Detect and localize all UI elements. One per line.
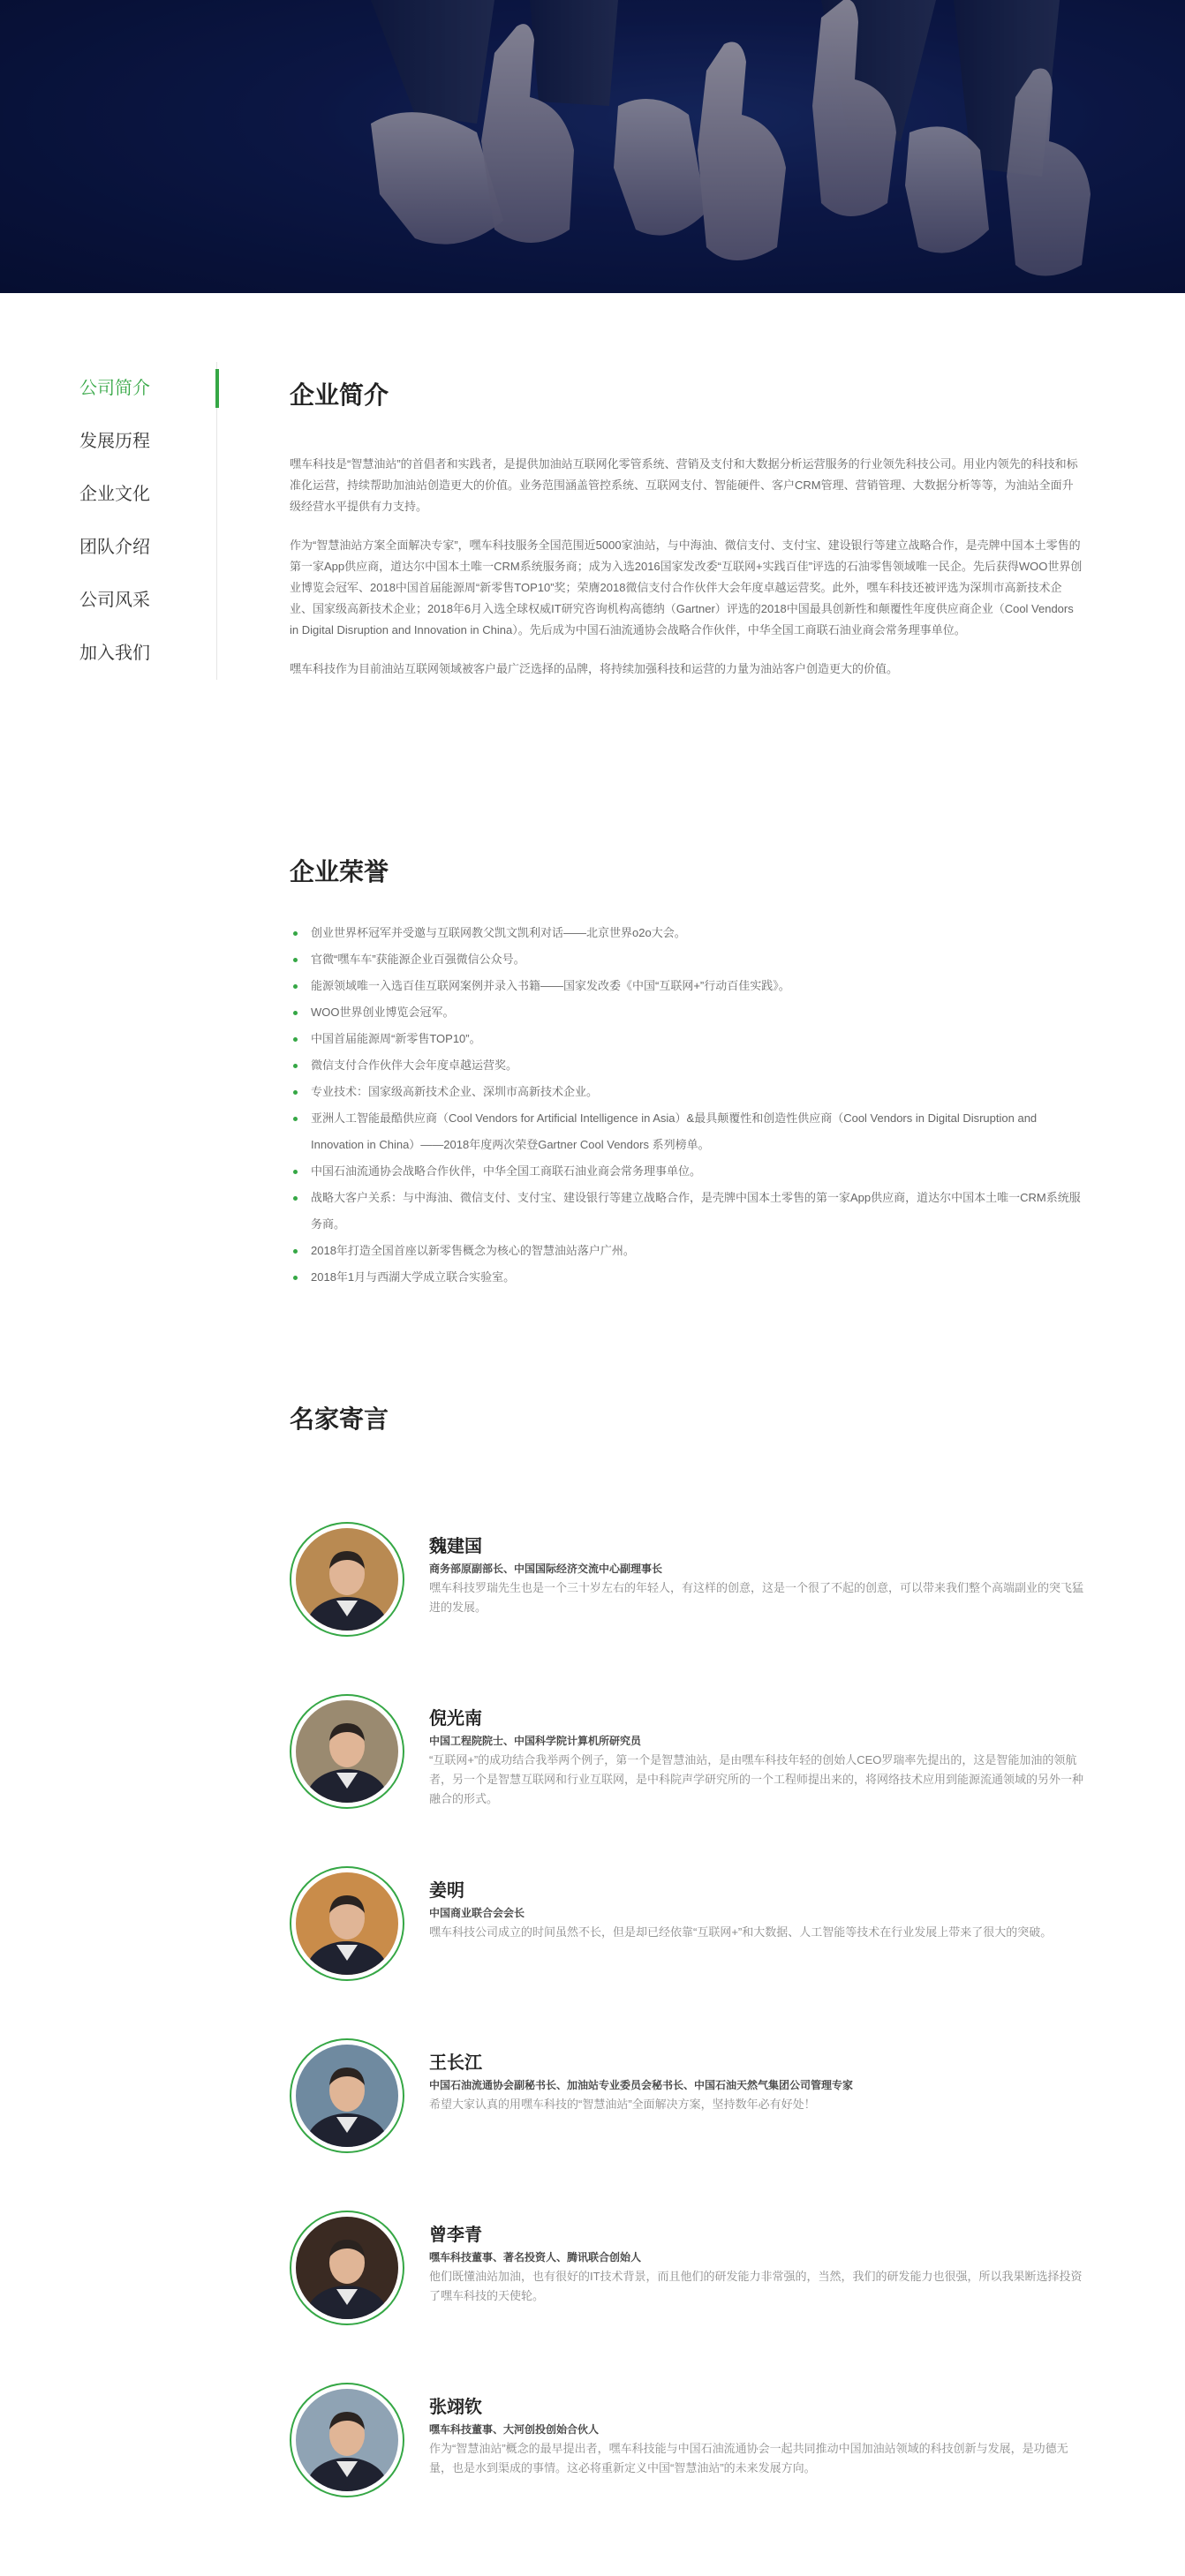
honors-title: 企业荣誉 [290, 858, 389, 885]
quote-text [429, 2051, 1084, 2114]
quote-text [429, 2395, 1084, 2478]
quote-card [290, 2383, 1084, 2555]
list-item: 中国石油流通协会战略合作伙伴，中华全国工商联石油业商会常务理事单位。 [290, 1158, 1084, 1185]
quote-name: 张翊钦 [429, 2398, 482, 2417]
list-item: 2018年1月与西湖大学成立联合实验室。 [290, 1264, 1084, 1291]
quote-person-title: 商务部原副部长、中国国际经济交流中心副理事长 [429, 1563, 663, 1575]
quote-card [290, 2211, 1084, 2383]
avatar [290, 1866, 404, 1981]
sidebar-item-join-us[interactable]: 加入我们 [79, 644, 150, 663]
intro-paragraph: 嘿车科技作为目前油站互联网领域被客户最广泛选择的品牌，将持续加强科技和运营的力量为油站客户创造更大的价值。 [290, 662, 899, 675]
intro-paragraph: 作为“智慧油站方案全面解决专家”，嘿车科技服务全国范围近5000家油站，与中海油、微信支付、支付宝、建设银行等建立战略合作，是壳牌中国本土零售的第一家App供应商，道达尔中国本土唯一CRM系统服务商；成为入选2016国家发改委“互联网+实践百佳”评选的石油零售领域唯一民企。先后获得WOO世界创业博览会冠军、2018中国首届能源周“新零售TOP10”奖；荣膺2018微信支付合作伙伴大会年度卓越运营奖。此外，嘿车科技还被评选为深圳市高新技术企业、国家级高新技术企业；2018年6月入选全球权威IT研究咨询机构高德纳（Gartner）评选的2018中国最具创新性和颠覆性年度供应商企业（Cool Vendors in Digital Disruption and Innovation in China）。先后成为中国石油流通协会战略合作伙伴，中华全国工商联石油业商会常务理事单位。 [290, 539, 1083, 636]
quote-name: 魏建国 [429, 1537, 482, 1556]
quote-card [290, 2038, 1084, 2211]
avatar [290, 2211, 404, 2325]
avatar [290, 2038, 404, 2153]
quote-person-title: 嘿车科技董事、大河创投创始合伙人 [429, 2423, 600, 2436]
sidebar-item-company-intro[interactable]: 公司简介 [79, 362, 216, 415]
quote-content: 他们既懂油站加油，也有很好的IT技术背景，而且他们的研发能力非常强的，当然，我们的研发能力也很强，所以我果断选择投资了嘿车科技的天使轮。 [429, 2270, 1083, 2302]
list-item: 官微“嘿车车”获能源企业百强微信公众号。 [290, 946, 1084, 973]
honors-list [290, 920, 1084, 1291]
quote-card [290, 1522, 1084, 1694]
avatar [290, 1522, 404, 1637]
portrait-icon [296, 2217, 398, 2319]
quote-name: 王长江 [429, 2053, 482, 2073]
sidebar-item-culture[interactable]: 企业文化 [79, 485, 150, 504]
list-item: 能源领域唯一入选百佳互联网案例并录入书籍——国家发改委《中国“互联网+”行动百佳实践》。 [290, 973, 1084, 999]
quote-text [429, 1879, 1084, 1942]
portrait-icon [296, 1872, 398, 1975]
quote-content: 嘿车科技罗瑞先生也是一个三十岁左右的年轻人，有这样的创意，这是一个很了不起的创意，可以带来我们整个高端副业的突飞猛进的发展。 [429, 1581, 1084, 1614]
quote-person-title: 中国工程院院士、中国科学院计算机所研究员 [429, 1735, 642, 1747]
intro-paragraph: 嘿车科技是“智慧油站”的首倡者和实践者，是提供加油站互联网化零管系统、营销及支付和大数据分析运营服务的行业领先科技公司。用业内领先的科技和标准化运营，持续帮助加油站创造更大的价值。业务范围涵盖管控系统、互联网支付、智能硬件、客户CRM管理、营销管理、大数据分析等等，为油站全面升级经营水平提供有力支持。 [290, 457, 1078, 513]
quote-content: 嘿车科技公司成立的时间虽然不长，但是却已经依靠“互联网+”和大数据、人工智能等技术在行业发展上带来了很大的突破。 [429, 1925, 1053, 1939]
portrait-icon [296, 1528, 398, 1631]
quote-text [429, 2223, 1084, 2306]
list-item: 创业世界杯冠军并受邀与互联网教父凯文凯利对话——北京世界o2o大会。 [290, 920, 1084, 946]
list-item: 微信支付合作伙伴大会年度卓越运营奖。 [290, 1052, 1084, 1079]
sidebar-item-team[interactable]: 团队介绍 [79, 538, 150, 557]
quote-content: “互联网+”的成功结合我举两个例子，第一个是智慧油站，是由嘿车科技年轻的创始人CEO罗瑞率先提出的，这是智能加油的领航者，另一个是智慧互联网和行业互联网，是中科院声学研究所的一个工程师提出来的，将网络技术应用到能源流通领域的另外一种融合的形式。 [429, 1753, 1084, 1805]
list-item: WOO世界创业博览会冠军。 [290, 999, 1084, 1026]
quote-card [290, 1694, 1084, 1866]
quote-content: 作为“智慧油站”概念的最早提出者，嘿车科技能与中国石油流通协会一起共同推动中国加油站领域的科技创新与发展，是功德无量，也是水到渠成的事情。这必将重新定义中国“智慧油站”的未来发展方向。 [429, 2442, 1068, 2474]
sidebar-item-history[interactable]: 发展历程 [79, 432, 150, 451]
list-item: 亚洲人工智能最酷供应商（Cool Vendors for Artificial Intelligence in Asia）&最具颠覆性和创造性供应商（Cool Vendors in Digital Disruption and Innovation in China）——2018年度两次荣登Gartner Cool Vendors 系列榜单。 [290, 1105, 1084, 1158]
quotes-section [290, 1386, 1084, 2555]
intro-title: 企业简介 [290, 381, 389, 409]
intro-section [290, 362, 1084, 680]
main-content [290, 362, 1084, 2474]
quotes-list [290, 1522, 1084, 2555]
quote-name: 姜明 [429, 1881, 464, 1901]
quote-person-title: 中国石油流通协会副秘书长、加油站专业委员会秘书长、中国石油天然气集团公司管理专家 [429, 2079, 854, 2091]
avatar [290, 2383, 404, 2497]
quote-name: 倪光南 [429, 1709, 482, 1729]
avatar [290, 1694, 404, 1809]
portrait-icon [296, 2389, 398, 2491]
list-item: 战略大客户关系：与中海油、微信支付、支付宝、建设银行等建立战略合作，是壳牌中国本土零售的第一家App供应商，道达尔中国本土唯一CRM系统服务商。 [290, 1185, 1084, 1238]
quote-name: 曾李青 [429, 2226, 482, 2245]
honors-section [290, 839, 1084, 1291]
quote-text [429, 1534, 1084, 1617]
hero-banner [0, 0, 1185, 293]
list-item: 专业技术：国家级高新技术企业、深圳市高新技术企业。 [290, 1079, 1084, 1105]
quote-person-title: 中国商业联合会会长 [429, 1907, 525, 1919]
list-item: 中国首届能源周“新零售TOP10”。 [290, 1026, 1084, 1052]
quotes-title: 名家寄言 [290, 1405, 389, 1433]
sidebar-item-gallery[interactable]: 公司风采 [79, 591, 150, 610]
quote-card [290, 1866, 1084, 2038]
portrait-icon [296, 2045, 398, 2147]
portrait-icon [296, 1700, 398, 1803]
list-item: 2018年打造全国首座以新零售概念为核心的智慧油站落户广州。 [290, 1238, 1084, 1264]
sidebar-nav [79, 362, 217, 680]
quote-text [429, 1706, 1084, 1809]
thumbs-up-hands-image [0, 0, 1185, 293]
quote-person-title: 嘿车科技董事、著名投资人、腾讯联合创始人 [429, 2251, 642, 2263]
quote-content: 希望大家认真的用嘿车科技的“智慧油站”全面解决方案，坚持数年必有好处！ [429, 2098, 816, 2111]
